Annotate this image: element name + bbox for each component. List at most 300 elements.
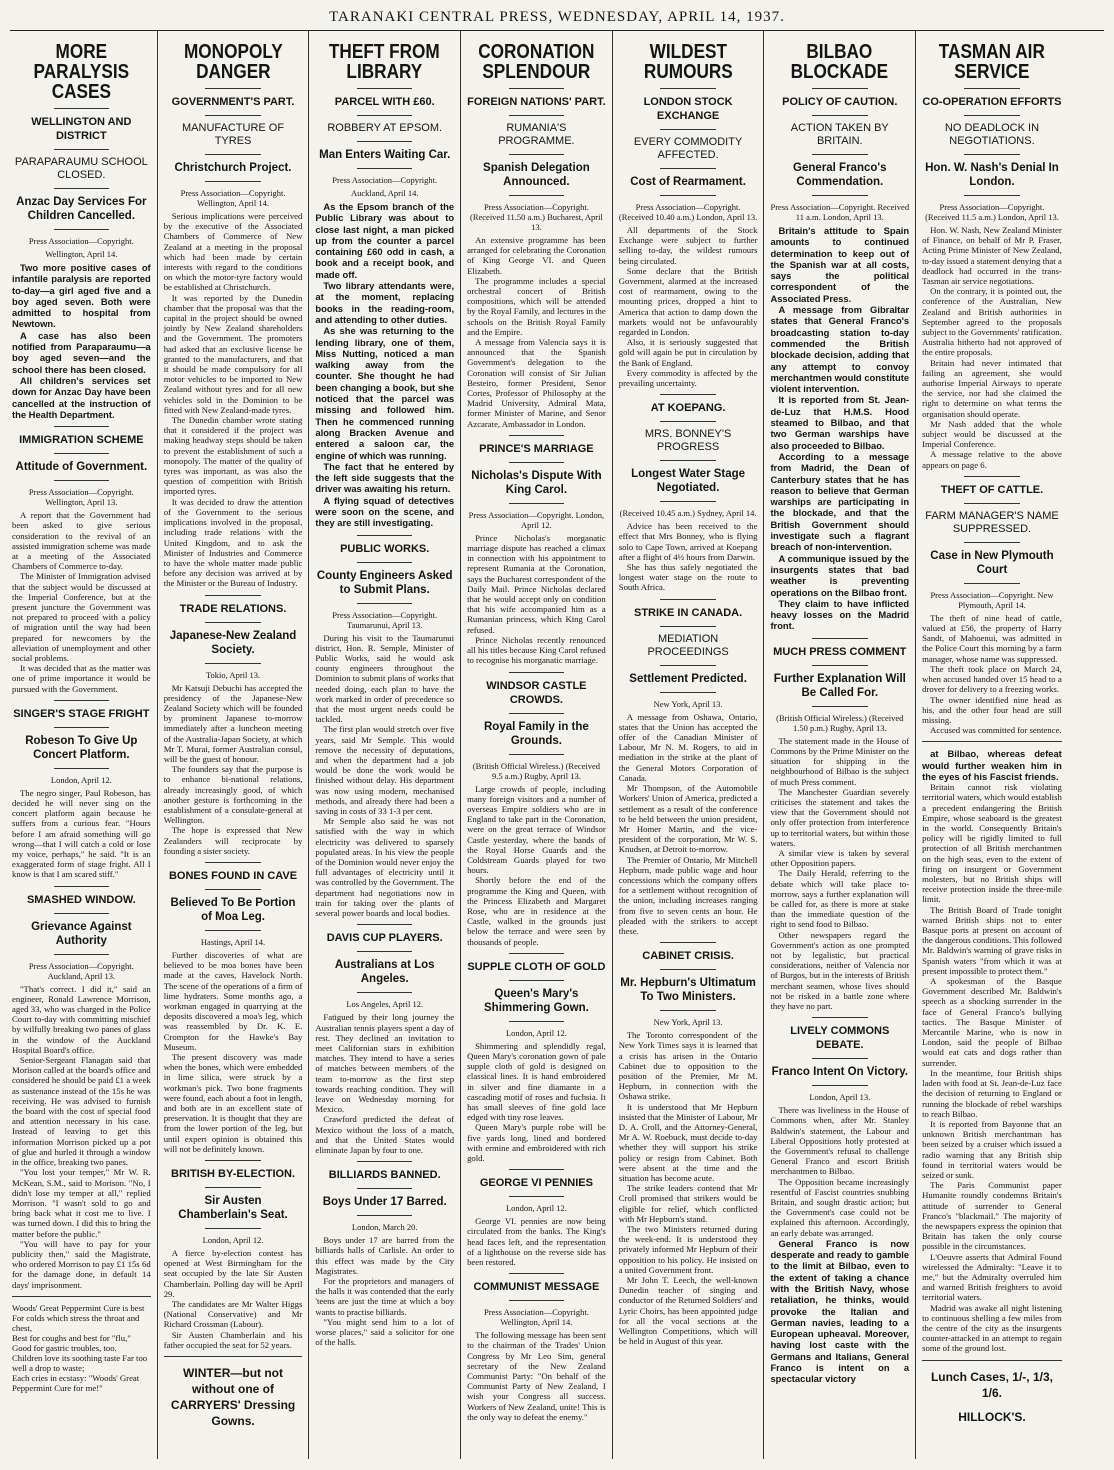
article-headline: TASMAN AIR SERVICE — [938, 41, 1045, 83]
dateline: London, April 13. — [809, 1092, 871, 1103]
subheading: Nicholas's Dispute With King Carol. — [471, 469, 602, 496]
paragraph: Hon. W. Nash, New Zealand Minister of Finance, on behalf of Mr P. Fraser, Acting Prime Minister of New Zealand, to-day issued a statement denying that a deadlock had occurred in the trans-Tasman air service negotiations. — [922, 225, 1062, 287]
subheading: Spanish Delegation Announced. — [483, 162, 590, 188]
subheading: Settlement Predicted. — [629, 672, 747, 685]
lead-paragraph: It is reported from St. Jean-de-Luz that H.M.S. Hood steamed to Bilbao, and that two German warships have also proceeded to Bilbao. — [770, 394, 910, 451]
divider — [812, 1058, 867, 1059]
divider — [660, 1010, 715, 1011]
paragraph: The Dunedin chamber wrote stating that it considered if the project was making headway steps should be taken to prevent the establishment of such a monopoly. The matter of the quality of tyres was important, as was also the question of competition with British imported tyres. — [163, 415, 303, 497]
article-headline: BILBAO BLOCKADE — [791, 41, 889, 83]
paragraph: The two Ministers returned during the week-end. It is understood they privately informed Mr Hepburn of their opposition to his policy. He insisted on a united Government front. — [618, 1224, 758, 1275]
section-heading: SUPPLE CLOTH OF GOLD — [467, 960, 606, 973]
divider — [509, 1021, 564, 1022]
dateline: London, April 12. — [50, 774, 112, 785]
paragraph: In the meantime, four British ships laden with food at St. Jean-de-Luz face the decision of returning to England or running the blockade of rebel warships to reach Bilbao. — [922, 1067, 1062, 1119]
divider — [54, 700, 109, 701]
dateline: Press Association—Copyright. (Received 10.40 a.m.) London, April 13. — [618, 202, 758, 222]
paragraph: Fatigued by their long journey the Australian tennis players spent a day of rest. They declined an invitation to meet Californian stars in exhibition matches. They intend to have a series of matches between members of the team to-morrow as the first step towards reaching condition. They will leave on Wednesday morning for Mexico. — [315, 1012, 455, 1115]
deck-heading: MRS. BONNEY'S PROGRESS — [644, 428, 732, 454]
dateline: Auckland, April 14. — [350, 188, 419, 198]
divider — [509, 713, 564, 714]
divider — [509, 1196, 564, 1197]
paragraph: The theft took place on March 24, when accused handed over 15 head to a drover for delivery to a freezing works. — [922, 663, 1062, 695]
divider — [205, 1228, 260, 1229]
deck-heading: MEDIATION PROCEEDINGS — [647, 632, 729, 658]
advert-banner: WINTER—but not without one of CARRYERS' Dressing Gowns. — [170, 1366, 296, 1429]
lead-paragraph: According to a message from Madrid, the Dean of Canterbury states that he has reason to believe that German warships are participating in the blockade, and that the British Government should investigate such a flagrant breach of non-intervention. — [770, 450, 910, 553]
advert-banner: Lunch Cases, 1/-, 1/3, 1/6. — [930, 1369, 1053, 1400]
paragraph: The first plan would stretch over five years, said Mr Semple. This would remove the necessity of deputations, and when the department had a job would be done the work would be finished without delay. His department was now using modern, mechanised methods, and already there had been a saving in costs of 33 1-3 per cent. — [315, 724, 455, 817]
subheading: Believed To Be Portion of Moa Leg. — [170, 896, 296, 923]
column-6 — [764, 31, 916, 1459]
divider — [54, 727, 109, 728]
section-heading: GOVERNMENT'S PART. — [171, 96, 295, 108]
paragraph: Mr Semple also said he was not satisfied with the way in which electricity was delivered to sparsely populated areas. In his view the people of the Dominion would never enjoy the full advantages of electricity until it was controlled by the Government. The department had negotiations now in train for taking over the plants of several power boards and local bodies. — [315, 816, 455, 919]
section-heading: WELLINGTON AND DISTRICT — [31, 116, 132, 142]
dateline: Press Association—Copyright. Wellington, April 13. — [28, 487, 134, 508]
paragraph: Madrid was awake all night listening to continuous shelling a few miles from the centre of the city as the insurgents counter-attacked in an attempt to regain some of the ground lost. — [922, 1302, 1062, 1354]
dateline: (Received 10.45 a.m.) Sydney, April 14. — [619, 508, 757, 519]
column-5 — [613, 31, 765, 1459]
paragraph: The Opposition became increasingly resentful of Fascist countries snubbing Britain, and sought drastic action; but the Government's case could not be explained this afternoon. Accordingly, an early debate was arranged. — [770, 1176, 910, 1238]
deck-heading: ACTION TAKEN BY BRITAIN. — [790, 122, 889, 147]
dateline: New York, April 13. — [653, 698, 723, 709]
dateline: Los Angeles, April 12. — [346, 999, 424, 1010]
dateline: (British Official Wireless.) (Received 1.50 p.m.) Rugby, April 13. — [776, 712, 904, 733]
divider — [54, 188, 109, 189]
divider — [660, 692, 715, 693]
advert-line: Best for coughs and best for "flu," Good for gastric troubles, too. — [12, 1332, 131, 1353]
paragraph: It was reported by the Dunedin chamber that the proposal was that the capital in the project should be owned jointly by New Zealand shareholders and the Government. The promoters had asked that an exclusive license be granted to the manufacturers, and that it should be made compulsory for all motor vehicles to be imported to New Zealand without tyres and for all new vehicles sold in the Dominion to be fitted with New Zealand-made tyres. — [163, 292, 303, 415]
section-heading: WINDSOR CASTLE CROWDS. — [486, 679, 587, 706]
divider — [205, 862, 260, 863]
advert-banner: HILLOCK'S. — [958, 1409, 1026, 1424]
paragraph: A message relative to the above appears on page 6. — [922, 449, 1062, 470]
paragraph: A spokesman of the Basque Government described Mr. Baldwin's speech as a shocking surrender in the face of General Franco's bullying tactics. The Basque Minister of Mercantile Marine, who is now in London, said the people of Bilbao would eat cats and dogs rather than surrender. — [922, 976, 1062, 1068]
divider — [357, 1215, 412, 1216]
paragraph: The present discovery was made when the bones, which were embedded in lime silica, were struck by a workman's pick. Two bone fragments were found, each about a foot in length, and both are in an excellent state of preservation. It is thought that they are from the lower portion of the leg, but until expert opinion is obtained this will not be definitely known. — [163, 1052, 303, 1154]
paragraph: A message from Oshawa, Ontario, states that the Union has accepted the offer of the Canadian Minister of Labour, Mr N. M. Rogers, to aid in mediation in the strike at the plant of the General Motors Corporation of Canada. — [618, 711, 758, 783]
section-heading: PARCEL WITH £60. — [334, 96, 435, 108]
paragraph: The owner identified nine head as his, and the other four head are still missing. — [922, 694, 1062, 725]
section-heading: MUCH PRESS COMMENT — [773, 645, 907, 658]
section-heading: IMMIGRATION SCHEME — [19, 434, 144, 447]
divider — [54, 480, 109, 481]
paragraph: Prince Nicholas's morganatic marriage dispute has reached a climax in connection with his appointment to represent Rumania at the Coronation, says the Bucharest correspondent of the Daily Mail. Prince Nicholas declared that he would accept only on condition that his wife accompanied him as a Rumanian princess, which King Carol refused. — [467, 532, 606, 635]
paragraph: The Premier of Ontario, Mr Mitchell Hepburn, made public wage and hour concessions which the company offers for a settlement without recognition of the union, including increases ranging from five to seven cents an hour. He pleaded with the strikers to accept these. — [618, 854, 758, 936]
divider — [509, 115, 564, 116]
paragraph: All departments of the Stock Exchange were subject to further selling to-day, the wildest rumours being circulated. — [618, 225, 758, 266]
section-heading: POLICY OF CAUTION. — [782, 96, 898, 108]
divider — [205, 930, 260, 931]
paragraph: An extensive programme has been arranged for celebrating the Coronation of King George VI. and Queen Elizabeth. — [467, 235, 606, 276]
section-heading: LIVELY COMMONS DEBATE. — [790, 1025, 890, 1052]
divider — [964, 88, 1020, 89]
divider — [660, 394, 715, 395]
dateline: Wellington, April 14. — [45, 249, 118, 259]
divider — [357, 1188, 412, 1189]
divider — [964, 542, 1020, 543]
subheading: Further Explanation Will Be Called For. — [773, 672, 906, 699]
paragraph: On the contrary, it is pointed out, the conference of the Australian, New Zealand and British authorities in September agreed to the proposals subject to the Governments' ratification. Australia hitherto had not approved of the entire proposals. — [922, 286, 1062, 358]
paragraph: Sir Austen Chamberlain and his father occupied the seat for 52 years. — [163, 1329, 303, 1350]
paragraph: It was decided that as the matter was one of prime importance it would be pursued with the Government. — [12, 663, 151, 694]
paragraph: The founders say that the purpose is to enhance bi-national relations, already increasingly good, of which another gesture is forthcoming in the establishment of a consulate-general at Wellington. — [163, 764, 303, 826]
paragraph: The statement made in the House of Commons by the Prime Minister on the situation for shipping in the neighbourhood of Bilbao is the subject of much Press comment. — [770, 735, 910, 787]
deck-heading: RUMANIA'S PROGRAMME. — [498, 122, 575, 147]
article-headline: WILDEST RUMOURS — [643, 41, 733, 83]
paragraph: Mr John T. Leech, the well-known Dunedin teacher of singing and conductor of the Returned Soldiers' and Lyric Choirs, has been appointed judge for all the vocal sections at the Wellington Competitions, which will be held in August of this year. — [618, 1275, 758, 1347]
divider — [205, 1160, 260, 1161]
divider — [205, 88, 260, 89]
subheading: Robeson To Give Up Concert Platform. — [25, 734, 138, 761]
column-7 — [916, 31, 1068, 1459]
subheading: County Engineers Asked to Submit Plans. — [316, 569, 453, 596]
divider — [812, 195, 867, 196]
divider — [54, 768, 109, 769]
column-1 — [6, 31, 158, 1459]
subheading: General Franco's Commendation. — [793, 162, 887, 188]
dateline: Press Association—Copyright. Taumarunui, April 13. — [332, 609, 438, 630]
divider — [357, 168, 412, 169]
divider — [357, 1161, 412, 1162]
paragraph: The British Board of Trade tonight warned British ships not to enter Basque ports at present on account of the dangerous conditions. This followed Mr. Baldwin's warning of grave risks in Spanish waters "from which it was at present impossible to protect them." — [922, 904, 1062, 976]
dateline: Press Association—Copyright. Auckland, April 13. — [28, 960, 134, 981]
divider — [509, 754, 564, 755]
divider — [660, 129, 715, 130]
divider — [660, 88, 715, 89]
divider — [205, 889, 260, 890]
paragraph: Accused was committed for sentence. — [930, 725, 1062, 736]
dateline: London, April 12. — [505, 1203, 567, 1214]
divider — [357, 115, 412, 116]
section-heading: STRIKE IN CANADA. — [634, 606, 743, 619]
dateline: Press Association—Copyright. Received 11 a.m. London, April 13. — [770, 202, 910, 222]
divider — [964, 154, 1020, 155]
divider — [922, 1360, 1062, 1361]
divider — [660, 969, 715, 970]
divider — [660, 942, 715, 943]
section-heading: COMMUNIST MESSAGE — [473, 1281, 600, 1294]
divider — [357, 603, 412, 604]
subheading: Anzac Day Services For Children Cancelled. — [16, 196, 147, 222]
divider — [964, 476, 1020, 477]
divider — [509, 435, 564, 436]
paragraph: Senior-Sergeant Flanagan said that Morison called at the board's office and considered he should be paid £1 a week as sustenance instead of the 15s he was receiving. He was advised to furnish the board with the cost of special food and attention necessary in his case. Instead of leaving to get this information Morrison picked up a pot of glue and hurled it through a window in the office, breaking two panes. — [12, 1055, 151, 1168]
paragraph: Mr Thompson, of the Automobile Workers' Union of America, predicted a settlement as a result of the conference to be held between the union president, Mr Homer Martin, and the vice-president of the corporation, Mr W. S. Knudsen, at Detroit to-morrow. — [618, 783, 758, 855]
lead-paragraph: Two library attendants were, at the moment, replacing books in the reading-room, and attending to other duties. — [315, 280, 455, 325]
dateline: Press Association—Copyright. — [332, 175, 438, 185]
lead-paragraph: A case has also been notified from Paraparaumu—a boy aged seven—and the school there has been closed. — [12, 329, 151, 375]
divider — [812, 665, 867, 666]
paragraph: It was decided to draw the attention of the Government to the serious implications involved in the proposal, including trade relations with the United Kingdom, and to ask the Minister of Industries and Commerce to have the whole matter made public before any decision was arrived at by the Minister or the Bureau of Industry. — [163, 496, 303, 589]
divider — [812, 154, 867, 155]
deck-heading: NO DEADLOCK IN NEGOTIATIONS. — [944, 122, 1040, 147]
divider — [54, 108, 109, 109]
column-4 — [461, 31, 613, 1459]
section-heading: TRADE RELATIONS. — [179, 602, 287, 615]
section-heading: DAVIS CUP PLAYERS. — [326, 932, 443, 945]
paragraph: During his visit to the Taumarunui district, Hon. R. Semple, Minister of Public Works, said he would ask county engineers throughout the Dominion to submit plans of works that needed doing, each plan to have the work marked in order of precedence so that the most urgent needs could be tackled. — [315, 632, 455, 725]
lead-paragraph: The fact that he entered by the left side suggests that the driver was awaiting his return. — [315, 460, 455, 495]
dateline: New York, April 13. — [653, 1017, 723, 1028]
divider — [964, 503, 1020, 504]
divider — [509, 1169, 564, 1170]
subheading: Boys Under 17 Barred. — [322, 1196, 447, 1209]
advert-line: Each cries in ecstasy: "Woods' Great Peppermint Cure for me!" — [12, 1372, 140, 1393]
subheading: Queen's Mary's Shimmering Gown. — [484, 987, 589, 1014]
paragraph: Queen Mary's purple robe will be five yards long, lined and bordered with ermine and embroidered with rich gold. — [467, 1122, 606, 1163]
deck-heading: EVERY COMMODITY AFFECTED. — [633, 136, 743, 161]
section-heading: PUBLIC WORKS. — [340, 542, 430, 555]
subheading: Sir Austen Chamberlain's Seat. — [178, 1195, 288, 1222]
subheading: Longest Water Stage Negotiated. — [631, 468, 746, 495]
paragraph: The candidates are Mr Walter Higgs (National Conservative) and Mr Richard Crossman (Labour). — [163, 1299, 303, 1330]
divider — [54, 426, 109, 427]
lead-paragraph: They claim to have inflicted heavy losses on the Madrid front. — [770, 597, 910, 632]
divider — [205, 663, 260, 664]
divider — [509, 154, 564, 155]
divider — [205, 595, 260, 596]
paragraph: The Daily Herald, referring to the debate which will take place to-morrow, says a further explanation will be called for, as there is more at stake than the immediate question of the right to send food to Bilbao. — [770, 868, 910, 930]
lead-paragraph: Britain's attitude to Spain amounts to continued determination to keep out of the Spanish war at all costs, says the political correspondent of the Associated Press. — [770, 225, 910, 304]
subheading: Mr. Hepburn's Ultimatum To Two Ministers. — [620, 977, 756, 1004]
divider — [660, 626, 715, 627]
section-heading: AT KOEPANG. — [650, 402, 726, 415]
paragraph: A report that the Government had been asked to give serious consideration to the revival of an assisted immigration scheme was made at a meeting of the Associated Chambers of Commerce to-day. — [12, 510, 151, 572]
paragraph: Large crowds of people, including many foreign visitors and a number of overseas Empire soldiers who are in England to take part in the Coronation, were on the great terrace of Windsor Castle yesterday, where the bands of the Royal Horse Guards and the Coldstream Guards played for two hours. — [467, 783, 606, 876]
paragraph: The Minister of Immigration advised that the subject would be discussed at the Imperial Conference, but at the present juncture the Government was not prepared to proceed with a policy of migration until the way had been prepared for newcomers by the alleviation of unemployment and other social problems. — [12, 571, 151, 663]
divider — [357, 88, 412, 89]
paragraph: Other newspapers regard the Government's action as one prompted not by legalistic, but practical considerations, neither of Valencia nor of Burgos, but in the interests of British merchant seamen, whose lives should not be risked in a battle zone where they have no part. — [770, 929, 910, 1011]
section-heading: BILLIARDS BANNED. — [328, 1169, 441, 1182]
section-heading: CABINET CRISIS. — [642, 950, 734, 963]
divider — [54, 913, 109, 914]
paragraph: Prince Nicholas recently renounced all his titles because King Carol refused to recognise his morganatic marriage. — [467, 634, 606, 666]
paragraph: A similar view is taken by several other Opposition papers. — [770, 847, 910, 869]
advert-line: Children love its soothing taste Far too well a drop to waste; — [12, 1352, 148, 1373]
divider — [509, 462, 564, 463]
paragraph: "You lost your temper," Mr W. R. McKean, S.M., said to Morison. "No, I didn't lose my temper at all," replied Morrison. "I wasn't sold to go and bring back what it cost me to live. I was turned down. I did this to bring the matter before the public." — [12, 1167, 151, 1239]
paragraph: "You will have to pay for your publicity then," said the Magistrate, who ordered Morrison to pay £1 15s 6d for the damage done, in default 14 days' imprisonment. — [12, 1238, 151, 1290]
divider — [812, 1017, 867, 1018]
article-headline: THEFT FROM LIBRARY — [329, 41, 441, 83]
paragraph: Boys under 17 are barred from the billiards halls of Carlisle. An order to this effect was made by the City Magistrates. — [315, 1235, 455, 1276]
dateline: Press Association—Copyright. (Received 11.50 a.m.) Bucharest, April 13. — [470, 202, 603, 232]
divider — [660, 168, 715, 169]
dateline: Press Association—Copyright. New Plymouth, April 14. — [930, 589, 1054, 610]
paragraph: The programme includes a special orchestral concert of British compositions, which will be attended by the Royal Family, and lectures in the schools on the British Royal Family and the Empire. — [467, 275, 606, 337]
section-heading: SMASHED WINDOW. — [26, 893, 136, 906]
lead-paragraph: at Bilbao, whereas defeat would further weaken him in the eyes of his Fascist friends. — [922, 748, 1062, 782]
subheading: Man Enters Waiting Car. — [319, 149, 451, 161]
lead-paragraph: All children's services set down for Anzac Day have been cancelled at the instruction of the Health Department. — [12, 374, 151, 420]
divider — [357, 951, 412, 952]
paragraph: "That's correct. I did it," said an engineer, Ronald Lawrence Morrison, aged 33, who was charged in the Police Court to-day with committing mischief by wilfully breaking two panes of glass in the window of the Auckland Hospital Board's office. — [12, 983, 151, 1055]
paragraph: "You might send him to a lot of worse places," said a solicitor for one of the halls. — [315, 1316, 455, 1348]
paragraph: The following message has been sent to the chairman of the Trades' Union Congress by Mr Leo Sim, general secretary of the New Zealand Communist Party: "On behalf of the Communist Party of New Zealand, I wish your Congress all success. Workers of New Zealand, unite! This is the only way to defeat the enemy." — [467, 1330, 606, 1422]
dateline: London, March 20. — [351, 1222, 418, 1233]
section-heading: THEFT OF CATTLE. — [940, 483, 1044, 496]
paragraph: Some declare that the British Government, alarmed at the increased cost of rearmament, owing to the mounting prices, dropped a hint to America that action to damp down the markets would not be unfavourably regarded in London. — [618, 265, 758, 338]
lead-paragraph: As she was returning to the lending library, one of them, Miss Nutting, noticed a man walking away from the counter. She thought he had been changing a book, but she noticed that the parcel was missing and followed him. Then he commenced running along Bracken Avenue and entered a saloon car, the engine of which was running. — [315, 325, 455, 461]
divider — [509, 195, 564, 196]
divider — [357, 924, 412, 925]
divider — [660, 599, 715, 600]
paragraph: It is reported from Bayonne that an unknown British merchantman has been seized by a cruiser which issued a radio warning that any British ship found in territorial waters would be seized or sunk. — [922, 1118, 1062, 1180]
divider — [509, 503, 564, 504]
paragraph: The theft of nine head of cattle, valued at £56, the property of Harry Sandt, of Mahoenui, was admitted in the Police Court this morning by a farm manager, whose name was suppressed. — [922, 612, 1062, 664]
divider — [660, 665, 715, 666]
paragraph: Crawford predicted the defeat of Mexico without the loss of a match, and that the United States would eliminate Japan by four to one. — [315, 1114, 455, 1155]
paragraph: Advice has been received to the effect that Mrs Bonney, who is flying solo to Cape Town, arrived at Koepang after a flight of 4½ hours from Darwin. — [618, 521, 758, 562]
page-columns — [6, 31, 1108, 1459]
subheading: Royal Family in the Grounds. — [484, 720, 589, 747]
divider — [964, 195, 1020, 196]
divider — [357, 535, 412, 536]
divider — [922, 741, 1062, 742]
section-heading: GEORGE VI PENNIES — [479, 1177, 593, 1190]
section-heading: CO-OPERATION EFFORTS — [922, 96, 1062, 108]
article-headline: MORE PARALYSIS CASES — [33, 41, 130, 103]
paragraph: Britain had never intimated that failing an agreement, she would authorise Imperial Airways to operate the service, nor had she claimed the right to determine on what terms the organisation should operate. — [922, 357, 1062, 419]
masthead: TARANAKI CENTRAL PRESS, WEDNESDAY, APRIL 14, 1937. — [10, 4, 1104, 31]
divider — [54, 229, 109, 230]
paragraph: A fierce by-election contest has opened at West Birmingham for the seat occupied by the late Sir Austen Chamberlain. Polling day will be April 29. — [163, 1248, 303, 1299]
dateline: Press Association—Copyright. — [28, 236, 134, 246]
lead-paragraph: Two more positive cases of infantile paralysis are reported to-day—a girl aged five and a boy aged seven. Both were admitted to hospital from Newtown. — [12, 262, 151, 330]
divider — [509, 1300, 564, 1301]
dateline: Press Association—Copyright. (Received 11.5 a.m.) London, April 13. — [925, 202, 1059, 222]
divider — [54, 954, 109, 955]
dateline: London, April 12. — [202, 1235, 264, 1246]
divider — [812, 115, 867, 116]
paragraph: The strike leaders contend that Mr Croll promised that strikers would be eligible for relief, which conflicted with Mr Hepburn's stand. — [618, 1183, 758, 1224]
paragraph: Mr Katsuji Debuchi has accepted the presidency of the Japanese-New Zealand Society which will be founded by prominent Japanese to-morrow immediately after a luncheon meeting of the Australia-Japan Society, at which Mr T. Murai, former Australian consul, will be the guest of honour. — [163, 682, 303, 764]
subheading: Case in New Plymouth Court — [930, 549, 1054, 576]
divider — [205, 622, 260, 623]
section-heading: BONES FOUND IN CAVE — [168, 869, 298, 882]
dateline: Press Association—Copyright. London, April 12. — [468, 509, 605, 530]
divider — [509, 980, 564, 981]
paragraph: Shimmering and splendidly regal, Queen Mary's coronation gown of pale supple cloth of gold is designed on classical lines. It is hand embroidered in silver and fine diamante in a cascading motif of roses and fuchsia. It has small sleeves of fine gold lace edged with tiny rose leaves. — [467, 1040, 606, 1123]
paragraph: There was liveliness in the House of Commons when, after Mr. Stanley Baldwin's statement, the Labour and Liberal Oppositions hotly protested at the Government's refusal to challenge General Franco and escort British merchantmen to Bilbao. — [770, 1105, 910, 1177]
paragraph: The Manchester Guardian severely criticises the statement and takes the view that the Government should not only offer protection from interference up to territorial waters, but within those waters. — [770, 786, 910, 848]
divider — [660, 421, 715, 422]
paragraph: The hope is expressed that New Zealanders will reciprocate by founding a sister society. — [163, 825, 303, 856]
divider — [205, 181, 260, 182]
divider — [357, 992, 412, 993]
dateline: Hastings, April 14. — [200, 936, 266, 947]
section-heading: SINGER'S STAGE FRIGHT — [13, 707, 150, 720]
paragraph: Britain cannot risk violating territorial waters, which would establish a precedent endangering the British Empire, whose seaboard is the greatest in the world. Consequently Britain's policy will be rigidly limited to full protection of all British merchantmen on the high seas, even to the extent of firing on insurgent or Government molesters, but no British ships will receive protection inside the three-mile limit. — [922, 782, 1062, 905]
lead-paragraph: General Franco is now desperate and ready to gamble to the limit at Bilbao, even to the extent of taking a chance with the British Navy, whose retaliation, he thinks, would provoke the Italian and German navies, leading to a European upheaval. Moreover, having lost caste with the Germans and Italians, General Franco is intent on a spectacular victory — [770, 1237, 910, 1385]
divider — [54, 453, 109, 454]
paragraph: It is understood that Mr Hepburn insisted that the Minister of Labour, Mr D. A. Croll, and the Attorney-General, Mr A. W. Roebuck, must decide to-day whether they will support his strike policy or resign from Cabinet. Both were absent at the time and the situation has become acute. — [618, 1101, 758, 1183]
dateline: Tokio, April 13. — [205, 669, 261, 680]
paragraph: Also, it is seriously suggested that gold will again be put in circulation by the Bank of England. — [618, 337, 758, 368]
divider — [509, 88, 564, 89]
subheading: Christchurch Project. — [174, 162, 292, 174]
lead-paragraph: A message from Gibraltar states that General Franco's broadcasting station to-day commended the British blockade decision, adding that any attempt to convoy merchantmen would constitute violent intervention. — [770, 304, 910, 395]
divider — [509, 1273, 564, 1274]
divider — [205, 154, 260, 155]
divider — [964, 583, 1020, 584]
paragraph: Every commodity is affected by the prevailing uncertainty. — [618, 367, 758, 389]
section-heading: LONDON STOCK EXCHANGE — [643, 96, 733, 122]
paragraph: The Toronto correspondent of the New York Times says it is learned that a crisis has arisen in the Ontario Cabinet due to opposition to the position of the Premier, Mr M. Hepburn, in connection with the Oshawa strike. — [618, 1030, 758, 1102]
deck-heading: ROBBERY AT EPSOM. — [327, 122, 443, 134]
paragraph: Serious implications were perceived by the executive of the Associated Chambers of Commerce of New Zealand at a meeting in the proposal which had been made by certain interests with regard to the conditions on which the motor-tyre factory would be established at Christchurch. — [163, 211, 303, 293]
lead-paragraph: A flying squad of detectives were soon on the scene, and they are still investigating. — [315, 494, 455, 529]
divider — [964, 115, 1020, 116]
subheading: Franco Intent On Victory. — [771, 1066, 908, 1079]
subheading: Attitude of Government. — [15, 461, 148, 474]
paragraph: L'Oeuvre asserts that Admiral Found wirelessed the Admiralty: "Leave it to me," but the Admiralty overruled him and warned British freighters to avoid territorial waters. — [922, 1251, 1062, 1303]
dateline: Press Association—Copyright. Wellington, April 14. — [180, 188, 286, 208]
paragraph: Shortly before the end of the programme the King and Queen, with the Princess Elizabeth and Margaret Rose, who are in residence at the Castle, walked in the grounds just below the terrace and were seen by thousands of people. — [467, 875, 606, 947]
advert-line: Woods' Great Peppermint Cure is best For colds which stress the throat and chest, — [12, 1302, 145, 1333]
deck-heading: FARM MANAGER'S NAME SUPPRESSED. — [925, 509, 1059, 535]
lead-paragraph: A communique issued by the insurgents states that bad weather is preventing operations on the Bilbao front. — [770, 552, 910, 598]
divider — [812, 706, 867, 707]
divider — [205, 1187, 260, 1188]
divider — [357, 141, 412, 142]
lead-paragraph: As the Epsom branch of the Public Library was about to close last night, a man picked up from the counter a parcel containing £60 odd in cash, a book and a receipt book, and made off. — [315, 201, 455, 280]
column-2 — [158, 31, 310, 1459]
subheading: Hon. W. Nash's Denial In London. — [925, 162, 1059, 188]
dateline: (British Official Wireless.) (Received 9.5 a.m.) Rugby, April 13. — [472, 760, 601, 781]
divider — [660, 460, 715, 461]
divider — [660, 195, 715, 196]
divider — [509, 672, 564, 673]
section-heading: BRITISH BY-ELECTION. — [171, 1168, 296, 1181]
paragraph: Mr Nash added that the whole subject would be discussed at the Imperial Conference. — [922, 418, 1062, 450]
subheading: Japanese-New Zealand Society. — [169, 629, 297, 656]
divider — [812, 1085, 867, 1086]
section-heading: FOREIGN NATIONS' PART. — [467, 96, 606, 108]
divider — [164, 1356, 303, 1357]
paragraph: The negro singer, Paul Robeson, has decided he will never sing on the concert platform again because he suffers from a curious fear. "Hours before I am afraid something will go wrong—that I will catch a cold or lose my voice, perhaps," he said. "It is an exaggerated form of stage fright. All I know is that I am scared stiff." — [12, 787, 151, 880]
subheading: Grievance Against Authority — [31, 920, 132, 947]
section-heading: PRINCE'S MARRIAGE — [479, 442, 594, 455]
subheading: Australians at Los Angeles. — [334, 959, 435, 986]
divider — [205, 115, 260, 116]
paragraph: George VI. pennies are now being circulated from the banks. The King's head faces left, and the representation of a lighthouse on the reverse side has been restored. — [467, 1216, 606, 1267]
divider — [54, 149, 109, 150]
divider — [54, 886, 109, 887]
dateline: London, April 12. — [505, 1027, 567, 1038]
paragraph: For the proprietors and managers of the halls it was contended that the early 'teens are just the time at which a boy wants to practise billiards. — [315, 1275, 455, 1317]
divider — [812, 88, 867, 89]
deck-heading: MANUFACTURE OF TYRES — [182, 122, 285, 147]
divider — [509, 953, 564, 954]
article-headline: MONOPOLY DANGER — [183, 41, 283, 83]
paragraph: Further discoveries of what are believed to be moa bones have been made at the caves, Havelock North. The scene of the operations of a firm of lime hydraters. Some months ago, a workman engaged in quarrying at the deposits discovered a moa's leg, which was reassembled by Dr. K. E. Crompton for the Hawke's Bay Museum. — [163, 949, 303, 1052]
dateline: Press Association—Copyright. Wellington, April 14. — [483, 1307, 589, 1328]
column-3 — [309, 31, 461, 1459]
paragraph: A message from Valencia says it is announced that the Spanish Government's delegation to the Coronation will consist of Sir Julian Besteiro, former President, Senor Cortes, Professor of Philosophy at the Madrid University, Admiral Mata, former Minister of Marine, and Senor Azcarate, Ambassador in London. — [467, 337, 606, 429]
paragraph: She has thus safely negotiated the longest water stage on the route to South Africa. — [618, 562, 758, 593]
paragraph: The Paris Communist paper Humanite roundly condemns Britain's attitude of surrender to General Franco's "blackmail." The majority of the newspapers express the opinion that Britain has taken the only course possible in the circumstances. — [922, 1180, 1062, 1252]
subheading: Cost of Rearmament. — [630, 176, 746, 188]
divider — [12, 1296, 151, 1297]
divider — [812, 638, 867, 639]
article-headline: CORONATION SPLENDOUR — [478, 41, 595, 83]
deck-heading: PARAPARAUMU SCHOOL CLOSED. — [14, 156, 148, 181]
divider — [660, 501, 715, 502]
divider — [357, 562, 412, 563]
